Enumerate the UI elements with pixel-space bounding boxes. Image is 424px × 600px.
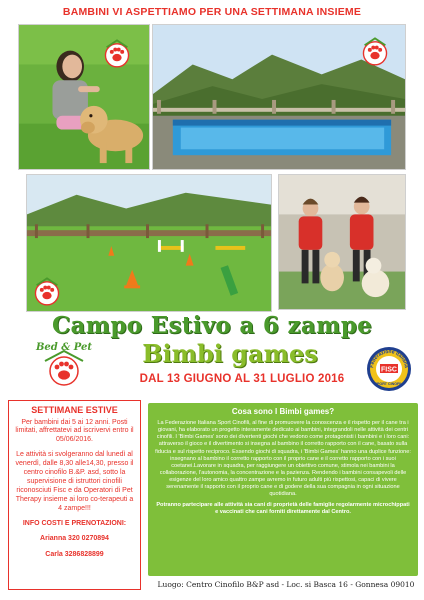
description-body: La Federazione Italiana Sport Cinofili, al fine di promuovere la conoscenza e il rispetto per il cane tra i giovani, ha elaborato un progetto interamente dedicato ai bambini, integrandoli nelle attività dei centri cinofili. I 'Bimbi Games' sono dei divertenti giochi che vedono come protagonisti i bambini e i loro cani: attraverso il gioco e il divertimento si insegna al bambino il corretto rapporto con il cane, basato sulla fiducia e sul rispetto reciproco. Essendo giochi di squadra, i 'Bimbi Games' hanno una duplice funzione: insegnano al bambino il corretto rapporto con il proprio cane e il corretto rapporto con i suoi coetanei.Lavorare in squadra, per raggiungere un obiettivo comune, stimola nei bambini la collaborazione, l'autonomia, la concentrazione e la pazienza. Rendendo i bambini consapevoli delle esigenze del loro amico quattro zampe avremo in futuro adulti più rispettosi, capaci di vivere serenamente il rapporto con il proprio cane e di godere della sua compagnia in ogni situazione quotidiana.	[155, 420, 411, 498]
contact-arianna: Arianna 320 0270894	[40, 535, 109, 542]
bed-and-pet-logo	[33, 339, 95, 389]
description-title: Cosa sono I Bimbi games?	[231, 407, 335, 416]
svg-text:Federazione Italiana: Federazione Italiana	[369, 348, 409, 369]
participation-note: Potranno partecipare alle attività sia cani di proprietà delle famiglie regolarmente microchippati e vaccinati che cani forniti direttamente dal Centro.	[156, 502, 410, 516]
trainers-with-dogs-photo	[278, 174, 406, 310]
bed-and-pet-logo-small	[32, 276, 62, 306]
contact-carla: Carla 3286828899	[45, 550, 104, 558]
main-title: Campo Estivo a 6 zampe	[51, 312, 373, 339]
bed-and-pet-logo-small	[102, 38, 132, 68]
info-title: INFO COSTI E PRENOTAZIONI:	[22, 520, 127, 528]
top-banner: BAMBINI VI ASPETTIAMO PER UNA SETTIMANA INSIEME	[62, 6, 362, 18]
event-dates: DAL 13 GIUGNO AL 31 LUGLIO 2016	[139, 373, 345, 385]
svg-text:SPORT CINOFILI: SPORT CINOFILI	[374, 382, 404, 386]
age-and-deadline-text: Per bambini dai 5 ai 12 anni. Posti limitati, affrettatevi ad iscrivervi entro il 05/06/2016.	[15, 418, 134, 444]
agility-field-photo	[26, 174, 272, 312]
schedule-text: Le attività si svolgeranno dal lunedì al venerdì, dalle 8,30 alle14,30, presso il centro cinofilo B.&P. asd, sotto la supervisione di istruttori cinofili riconosciuti Fisc e da Operatori di Pet Therapy insieme ai loro co-terapeuti a 4 zampe!!!	[15, 451, 134, 513]
summer-weeks-box	[8, 400, 141, 590]
location-text: Luogo: Centro Cinofilo B&P asd - Loc. si Basca 16 - Gonnesa 09010	[157, 580, 415, 589]
fisc-seal-logo	[365, 345, 413, 393]
summer-weeks-title: SETTIMANE ESTIVE	[31, 405, 118, 415]
svg-text:FISC: FISC	[381, 366, 397, 374]
subtitle: Bimbi games	[142, 339, 318, 368]
bed-and-pet-logo-small	[360, 36, 390, 66]
bimbi-games-description-box	[148, 403, 418, 576]
svg-text:Bed & Pet: Bed & Pet	[35, 342, 93, 353]
